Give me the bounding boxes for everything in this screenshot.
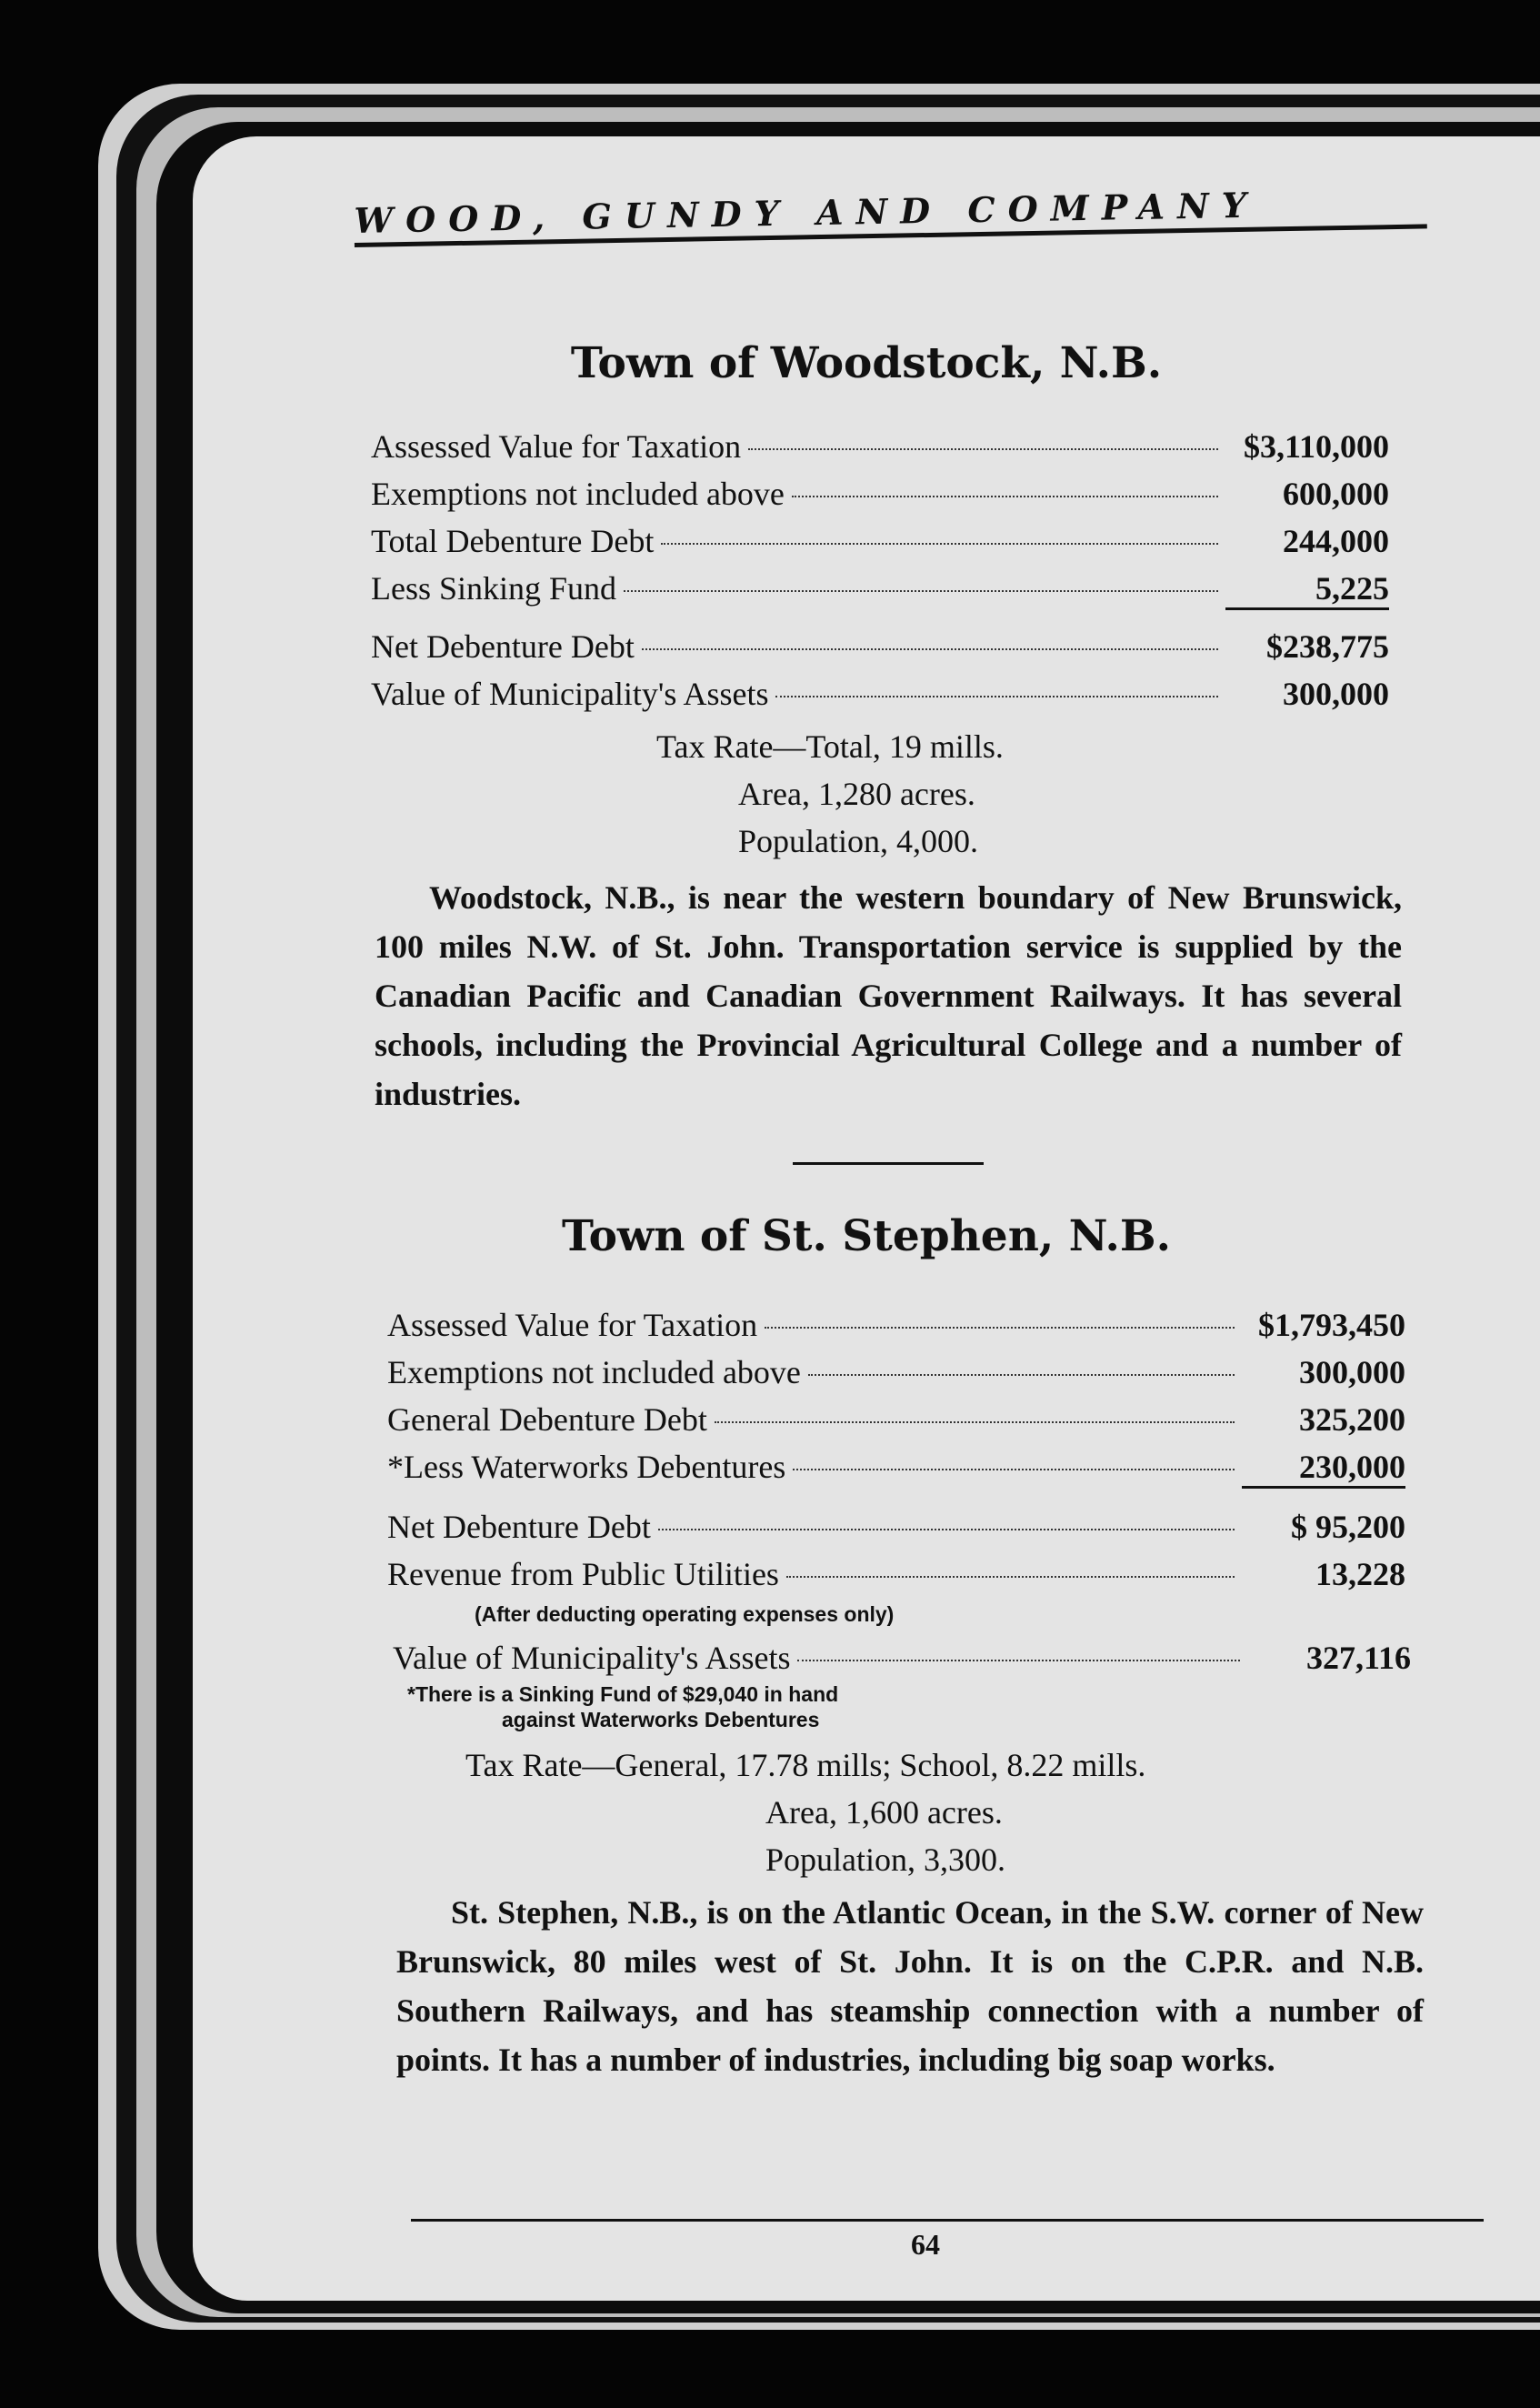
row-label: Revenue from Public Utilities — [387, 1556, 779, 1592]
leader-dots — [624, 590, 1218, 592]
row-value: 325,200 — [1299, 1401, 1405, 1438]
row-label: Net Debenture Debt — [387, 1509, 651, 1545]
row-label: General Debenture Debt — [387, 1401, 707, 1438]
st-stephen-row-waterworks — [387, 1448, 1405, 1489]
woodstock-title: Town of Woodstock, N.B. — [570, 338, 1163, 388]
row-value: 327,116 — [1305, 1640, 1411, 1676]
leader-dots — [765, 1327, 1235, 1329]
st-stephen-row-assessed — [387, 1306, 1405, 1344]
leader-dots — [642, 648, 1218, 650]
leader-dots — [658, 1529, 1235, 1530]
row-value: 300,000 — [1299, 1354, 1405, 1390]
row-label: Exemptions not included above — [387, 1354, 801, 1390]
row-label: Less Sinking Fund — [371, 570, 617, 607]
row-label: Value of Municipality's Assets — [371, 676, 769, 712]
row-value: $238,775 — [1266, 628, 1389, 665]
st-stephen-description: St. Stephen, N.B., is on the Atlantic Ocean, in the S.W. corner of New Brunswick, 80 miles west of St. John. It is on the C.P.R. and N.B. Southern Railways, and has steamship connection with a number of points. It has a number of industries, including big soap works. — [396, 1894, 1424, 2078]
st-stephen-tax-rate: Tax Rate—General, 17.78 mills; School, 8.22 mills. — [465, 1747, 1146, 1783]
woodstock-population: Population, 4,000. — [738, 823, 979, 859]
woodstock-row-sinking-fund — [371, 569, 1389, 610]
woodstock-row-assets — [371, 675, 1389, 713]
st-stephen-row-utilities — [387, 1555, 1405, 1593]
leader-dots — [775, 696, 1218, 697]
row-label: Net Debenture Debt — [371, 628, 635, 665]
row-value: 244,000 — [1283, 523, 1389, 559]
utilities-note: (After deducting operating expenses only) — [475, 1602, 895, 1626]
woodstock-row-exemptions — [371, 475, 1389, 513]
row-label: Exemptions not included above — [371, 476, 785, 512]
leader-dots — [793, 1469, 1235, 1470]
st-stephen-title: Town of St. Stephen, N.B. — [561, 1211, 1172, 1261]
row-value: 600,000 — [1283, 476, 1389, 512]
row-value: 13,228 — [1315, 1556, 1405, 1592]
leader-dots — [786, 1576, 1235, 1578]
leader-dots — [792, 496, 1218, 497]
st-stephen-row-net-debt — [387, 1508, 1405, 1546]
page-number: 64 — [911, 2228, 940, 2261]
woodstock-area: Area, 1,280 acres. — [738, 776, 975, 812]
footer-rule — [411, 2219, 1484, 2222]
row-value: 5,225 — [1225, 569, 1389, 610]
row-value: $ 95,200 — [1291, 1509, 1405, 1545]
woodstock-row-total-debt — [371, 522, 1389, 560]
leader-dots — [715, 1421, 1235, 1423]
section-divider — [793, 1162, 984, 1165]
st-stephen-population: Population, 3,300. — [765, 1841, 1006, 1878]
running-header: WOOD, GUNDY AND COMPANY — [354, 181, 1427, 247]
row-value: 230,000 — [1242, 1448, 1405, 1489]
row-label: Value of Municipality's Assets — [393, 1640, 791, 1676]
leader-dots — [808, 1374, 1235, 1376]
leader-dots — [797, 1660, 1240, 1661]
woodstock-description: Woodstock, N.B., is near the western boundary of New Brunswick, 100 miles N.W. of St. John. Transportation service is supplied by the Canadian Pacific and Canadian Government Railways. It has several schools, including the Provincial Agricultural College and a number of industries. — [375, 879, 1402, 1112]
st-stephen-area: Area, 1,600 acres. — [765, 1794, 1003, 1831]
row-label: Total Debenture Debt — [371, 523, 655, 559]
row-label: Assessed Value for Taxation — [371, 428, 742, 465]
row-value: $3,110,000 — [1243, 428, 1389, 465]
row-label: *Less Waterworks Debentures — [387, 1449, 786, 1485]
row-value: $1,793,450 — [1258, 1307, 1405, 1343]
row-value: 300,000 — [1283, 676, 1389, 712]
leader-dots — [661, 543, 1218, 545]
st-stephen-row-assets — [393, 1639, 1411, 1677]
st-stephen-row-exemptions — [387, 1353, 1405, 1391]
sinking-fund-footnote-2: against Waterworks Debentures — [502, 1708, 820, 1731]
woodstock-tax-rate: Tax Rate—Total, 19 mills. — [656, 728, 1004, 765]
woodstock-row-assessed — [371, 427, 1389, 466]
sinking-fund-footnote-1: *There is a Sinking Fund of $29,040 in hand — [407, 1682, 839, 1706]
book-page — [193, 136, 1540, 2301]
leader-dots — [748, 448, 1218, 450]
st-stephen-row-general-debt — [387, 1400, 1405, 1439]
row-label: Assessed Value for Taxation — [387, 1307, 758, 1343]
woodstock-row-net-debt — [371, 627, 1389, 666]
